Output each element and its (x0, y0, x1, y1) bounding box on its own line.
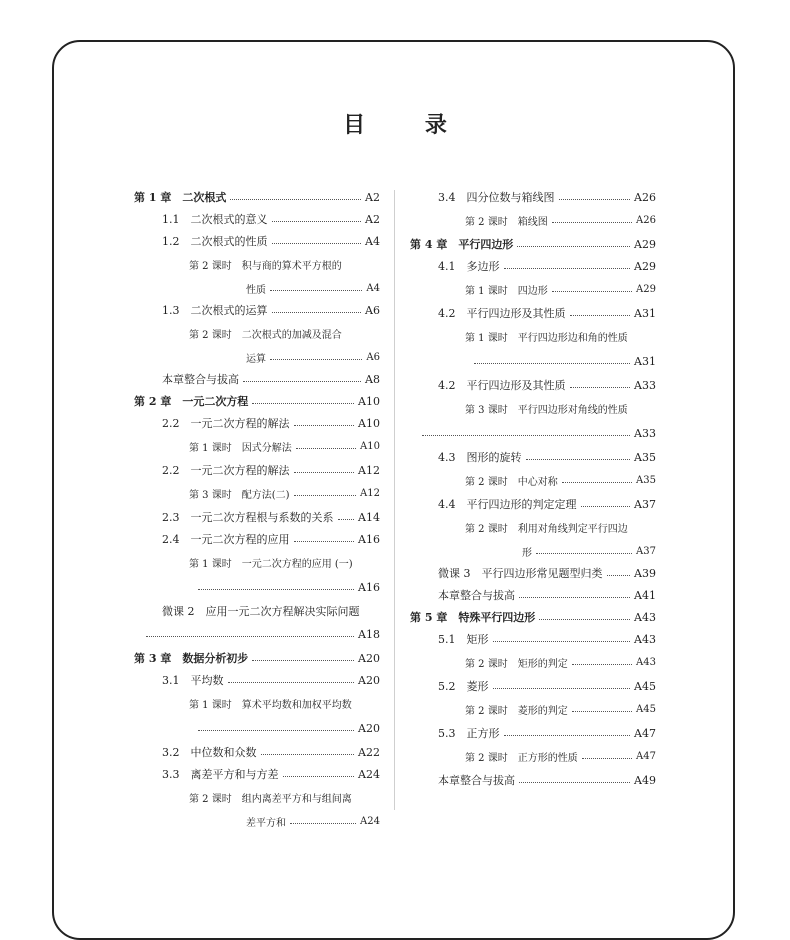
toc-entry (134, 550, 380, 575)
toc-entry (134, 741, 380, 763)
toc-entry-page: A33 (634, 378, 656, 392)
toc-entry (410, 675, 656, 697)
toc-entry-page: A12 (358, 463, 380, 477)
dot-leader (270, 290, 362, 291)
toc-entry-title: 5.3 正方形 (438, 727, 500, 740)
toc-right-column (410, 186, 656, 791)
dot-leader (493, 641, 631, 642)
toc-entry-title: 第 3 章 数据分析初步 (134, 652, 249, 665)
toc-entry-title: 第 3 课时 配方法(二) (189, 490, 290, 501)
toc-entry (410, 374, 656, 396)
toc-entry-page: A43 (634, 632, 656, 646)
toc-entry-title: 第 1 课时 一元二次方程的应用 (一) (189, 559, 353, 570)
dot-leader (474, 363, 630, 364)
toc-entry-title: 差平方和 (246, 817, 286, 829)
toc-entry (134, 691, 380, 716)
dot-leader (296, 448, 356, 449)
toc-entry (410, 233, 656, 255)
toc-entry-page: A24 (360, 815, 380, 827)
toc-left-column (134, 186, 380, 832)
toc-entry (410, 562, 656, 584)
toc-entry-title: 第 3 课时 平行四边形对角线的性质 (465, 405, 628, 416)
toc-entry (134, 208, 380, 230)
toc-entry-page: A10 (358, 394, 380, 408)
dot-leader (559, 199, 631, 200)
dot-leader (290, 823, 356, 824)
toc-entry (134, 600, 380, 622)
toc-entry-title: 微课 3 平行四边形常见题型归类 (438, 567, 603, 580)
toc-entry-title: 4.3 图形的旋转 (438, 451, 522, 464)
toc-entry-page: A33 (634, 427, 656, 440)
toc-entry-page: A10 (358, 416, 380, 430)
toc-entry-page: A4 (366, 282, 380, 294)
dot-leader (272, 221, 362, 222)
dot-leader (517, 246, 630, 247)
dot-leader (243, 381, 361, 382)
toc-entry (134, 506, 380, 528)
toc-entry-title: 第 4 章 平行四边形 (410, 238, 514, 251)
dot-leader (570, 387, 631, 388)
dot-leader (198, 730, 354, 731)
toc-entry-page: A16 (358, 581, 380, 594)
toc-entry-title: 3.4 四分位数与箱线图 (438, 191, 555, 204)
dot-leader (539, 619, 630, 620)
toc-entry-title: 2.3 一元二次方程根与系数的关系 (162, 511, 334, 524)
dot-leader (294, 425, 355, 426)
toc-entry (410, 744, 656, 769)
toc-entry-title: 形 (522, 547, 532, 559)
toc-entry-page: A29 (634, 259, 656, 273)
toc-entry-title: 本章整合与拔高 (438, 774, 515, 787)
dot-leader (294, 541, 355, 542)
dot-leader (230, 199, 361, 200)
dot-leader (272, 312, 362, 313)
dot-leader (422, 435, 630, 436)
dot-leader (338, 519, 355, 520)
dot-leader (519, 782, 630, 783)
toc-entry-page: A2 (365, 190, 380, 204)
toc-entry-title: 2.2 一元二次方程的解法 (162, 417, 290, 430)
toc-entry-page: A8 (365, 372, 380, 386)
toc-entry-page: A43 (634, 610, 656, 624)
toc-entry (410, 515, 656, 540)
toc-entry (410, 650, 656, 675)
dot-leader (582, 758, 632, 759)
toc-entry-page: A12 (360, 488, 380, 499)
toc-entry (134, 252, 380, 277)
toc-entry-page: A20 (358, 722, 380, 735)
dot-leader (562, 482, 632, 483)
toc-entry-title: 微课 2 应用一元二次方程解决实际问题 (162, 605, 360, 618)
toc-entry (134, 346, 380, 368)
toc-entry-page: A26 (634, 190, 656, 204)
toc-entry-title: 1.3 二次根式的运算 (162, 304, 268, 317)
toc-entry-page: A10 (360, 441, 380, 452)
dot-leader (261, 754, 355, 755)
toc-entry-title: 2.2 一元二次方程的解法 (162, 464, 290, 477)
toc-entry-title: 第 2 课时 矩形的判定 (465, 659, 568, 670)
toc-entry-title: 本章整合与拔高 (162, 373, 239, 386)
dot-leader (252, 660, 354, 661)
toc-entry-page: A4 (365, 234, 380, 248)
toc-entry (410, 606, 656, 628)
toc-entry-page: A35 (634, 450, 656, 464)
toc-entry-page: A29 (636, 284, 656, 295)
toc-entry (410, 186, 656, 208)
toc-entry-title: 第 1 课时 四边形 (465, 286, 548, 297)
toc-entry (134, 459, 380, 481)
toc-entry (134, 575, 380, 600)
toc-entry (134, 763, 380, 785)
dot-leader (526, 459, 631, 460)
toc-entry-title: 第 2 课时 利用对角线判定平行四边 (465, 524, 628, 535)
toc-entry-title: 第 2 章 一元二次方程 (134, 395, 249, 408)
dot-leader (198, 589, 354, 590)
toc-entry (410, 468, 656, 493)
toc-entry (134, 647, 380, 669)
toc-entry-page: A20 (358, 673, 380, 687)
toc-entry-page: A18 (358, 628, 380, 641)
dot-leader (294, 495, 357, 496)
toc-entry-title: 第 2 课时 中心对称 (465, 477, 558, 488)
toc-entry-page: A24 (358, 767, 380, 781)
dot-leader (283, 776, 355, 777)
toc-entry-page: A37 (636, 545, 656, 557)
toc-entry-title: 第 5 章 特殊平行四边形 (410, 611, 536, 624)
toc-entry (134, 528, 380, 550)
column-divider (394, 190, 395, 810)
toc-entry-title: 第 1 课时 因式分解法 (189, 443, 292, 454)
toc-entry (134, 716, 380, 741)
toc-entry-title: 第 1 课时 平行四边形边和角的性质 (465, 333, 628, 344)
toc-entry-page: A37 (634, 497, 656, 511)
toc-entry (134, 622, 380, 647)
toc-entry-page: A47 (636, 751, 656, 762)
toc-entry (410, 584, 656, 606)
dot-leader (493, 688, 631, 689)
dot-leader (504, 268, 631, 269)
toc-entry (134, 368, 380, 390)
toc-entry-title: 4.4 平行四边形的判定定理 (438, 498, 577, 511)
toc-entry (410, 421, 656, 446)
toc-entry (410, 493, 656, 515)
toc-entry-title: 3.1 平均数 (162, 674, 224, 687)
dot-leader (572, 711, 632, 712)
toc-entry (134, 669, 380, 691)
toc-entry-title: 1.1 二次根式的意义 (162, 213, 268, 226)
dot-leader (270, 359, 362, 360)
toc-entry (410, 540, 656, 562)
dot-leader (572, 664, 632, 665)
toc-entry (410, 769, 656, 791)
dot-leader (252, 403, 354, 404)
toc-entry (134, 434, 380, 459)
toc-entry-title: 第 2 课时 积与商的算术平方根的 (189, 261, 342, 272)
toc-entry-page: A49 (634, 773, 656, 787)
toc-entry (410, 446, 656, 468)
toc-entry-title: 1.2 二次根式的性质 (162, 235, 268, 248)
toc-entry-page: A35 (636, 475, 656, 486)
dot-leader (552, 222, 632, 223)
toc-entry-title: 运算 (246, 353, 266, 365)
dot-leader (294, 472, 355, 473)
toc-entry-title: 5.1 矩形 (438, 633, 489, 646)
toc-entry (134, 785, 380, 810)
toc-entry-title: 第 2 课时 箱线图 (465, 217, 548, 228)
dot-leader (146, 636, 354, 637)
toc-entry-page: A20 (358, 651, 380, 665)
dot-leader (581, 506, 631, 507)
toc-entry-page: A47 (634, 726, 656, 740)
dot-leader (272, 243, 362, 244)
toc-entry-title: 第 2 课时 组内离差平方和与组间离 (189, 794, 352, 805)
toc-entry-title: 第 2 课时 菱形的判定 (465, 706, 568, 717)
toc-entry-title: 4.2 平行四边形及其性质 (438, 307, 566, 320)
toc-entry (410, 277, 656, 302)
toc-entry-title: 本章整合与拔高 (438, 589, 515, 602)
toc-entry-title: 4.1 多边形 (438, 260, 500, 273)
toc-entry-title: 第 1 章 二次根式 (134, 191, 227, 204)
dot-leader (552, 291, 632, 292)
toc-entry-title: 3.3 离差平方和与方差 (162, 768, 279, 781)
dot-leader (228, 682, 355, 683)
toc-entry-title: 4.2 平行四边形及其性质 (438, 379, 566, 392)
toc-entry (410, 324, 656, 349)
toc-entry (410, 208, 656, 233)
toc-entry (134, 810, 380, 832)
dot-leader (570, 315, 631, 316)
toc-entry (134, 321, 380, 346)
toc-entry-title: 第 2 课时 二次根式的加减及混合 (189, 330, 342, 341)
toc-entry-page: A31 (634, 306, 656, 320)
toc-entry-title: 2.4 一元二次方程的应用 (162, 533, 290, 546)
toc-entry (134, 277, 380, 299)
toc-entry-title: 第 2 课时 正方形的性质 (465, 753, 578, 764)
page-title: 目 录 (343, 112, 473, 138)
toc-entry (410, 255, 656, 277)
toc-entry (134, 412, 380, 434)
toc-entry-page: A2 (365, 212, 380, 226)
toc-entry-page: A43 (636, 657, 656, 668)
toc-entry (134, 481, 380, 506)
dot-leader (536, 553, 632, 554)
toc-entry-page: A26 (636, 215, 656, 226)
dot-leader (519, 597, 630, 598)
toc-entry (134, 230, 380, 252)
toc-entry-page: A16 (358, 532, 380, 546)
toc-entry-page: A22 (358, 745, 380, 759)
toc-entry-title: 5.2 菱形 (438, 680, 489, 693)
dot-leader (607, 575, 631, 576)
toc-entry (410, 697, 656, 722)
toc-entry-page: A29 (634, 237, 656, 251)
toc-entry-page: A45 (634, 679, 656, 693)
toc-entry-title: 性质 (246, 284, 266, 296)
toc-entry-title: 3.2 中位数和众数 (162, 746, 257, 759)
toc-entry (410, 349, 656, 374)
toc-entry-page: A31 (634, 355, 656, 368)
toc-entry-page: A6 (366, 351, 380, 363)
toc-entry-page: A45 (636, 704, 656, 715)
toc-entry-page: A6 (365, 303, 380, 317)
toc-entry-page: A39 (634, 566, 656, 580)
toc-entry-page: A41 (634, 588, 656, 602)
toc-entry-page: A14 (358, 510, 380, 524)
toc-entry (134, 299, 380, 321)
toc-entry (134, 390, 380, 412)
dot-leader (504, 735, 631, 736)
toc-entry (410, 396, 656, 421)
toc-entry (410, 722, 656, 744)
toc-entry (410, 628, 656, 650)
toc-entry (134, 186, 380, 208)
toc-entry-title: 第 1 课时 算术平均数和加权平均数 (189, 700, 352, 711)
toc-entry (410, 302, 656, 324)
